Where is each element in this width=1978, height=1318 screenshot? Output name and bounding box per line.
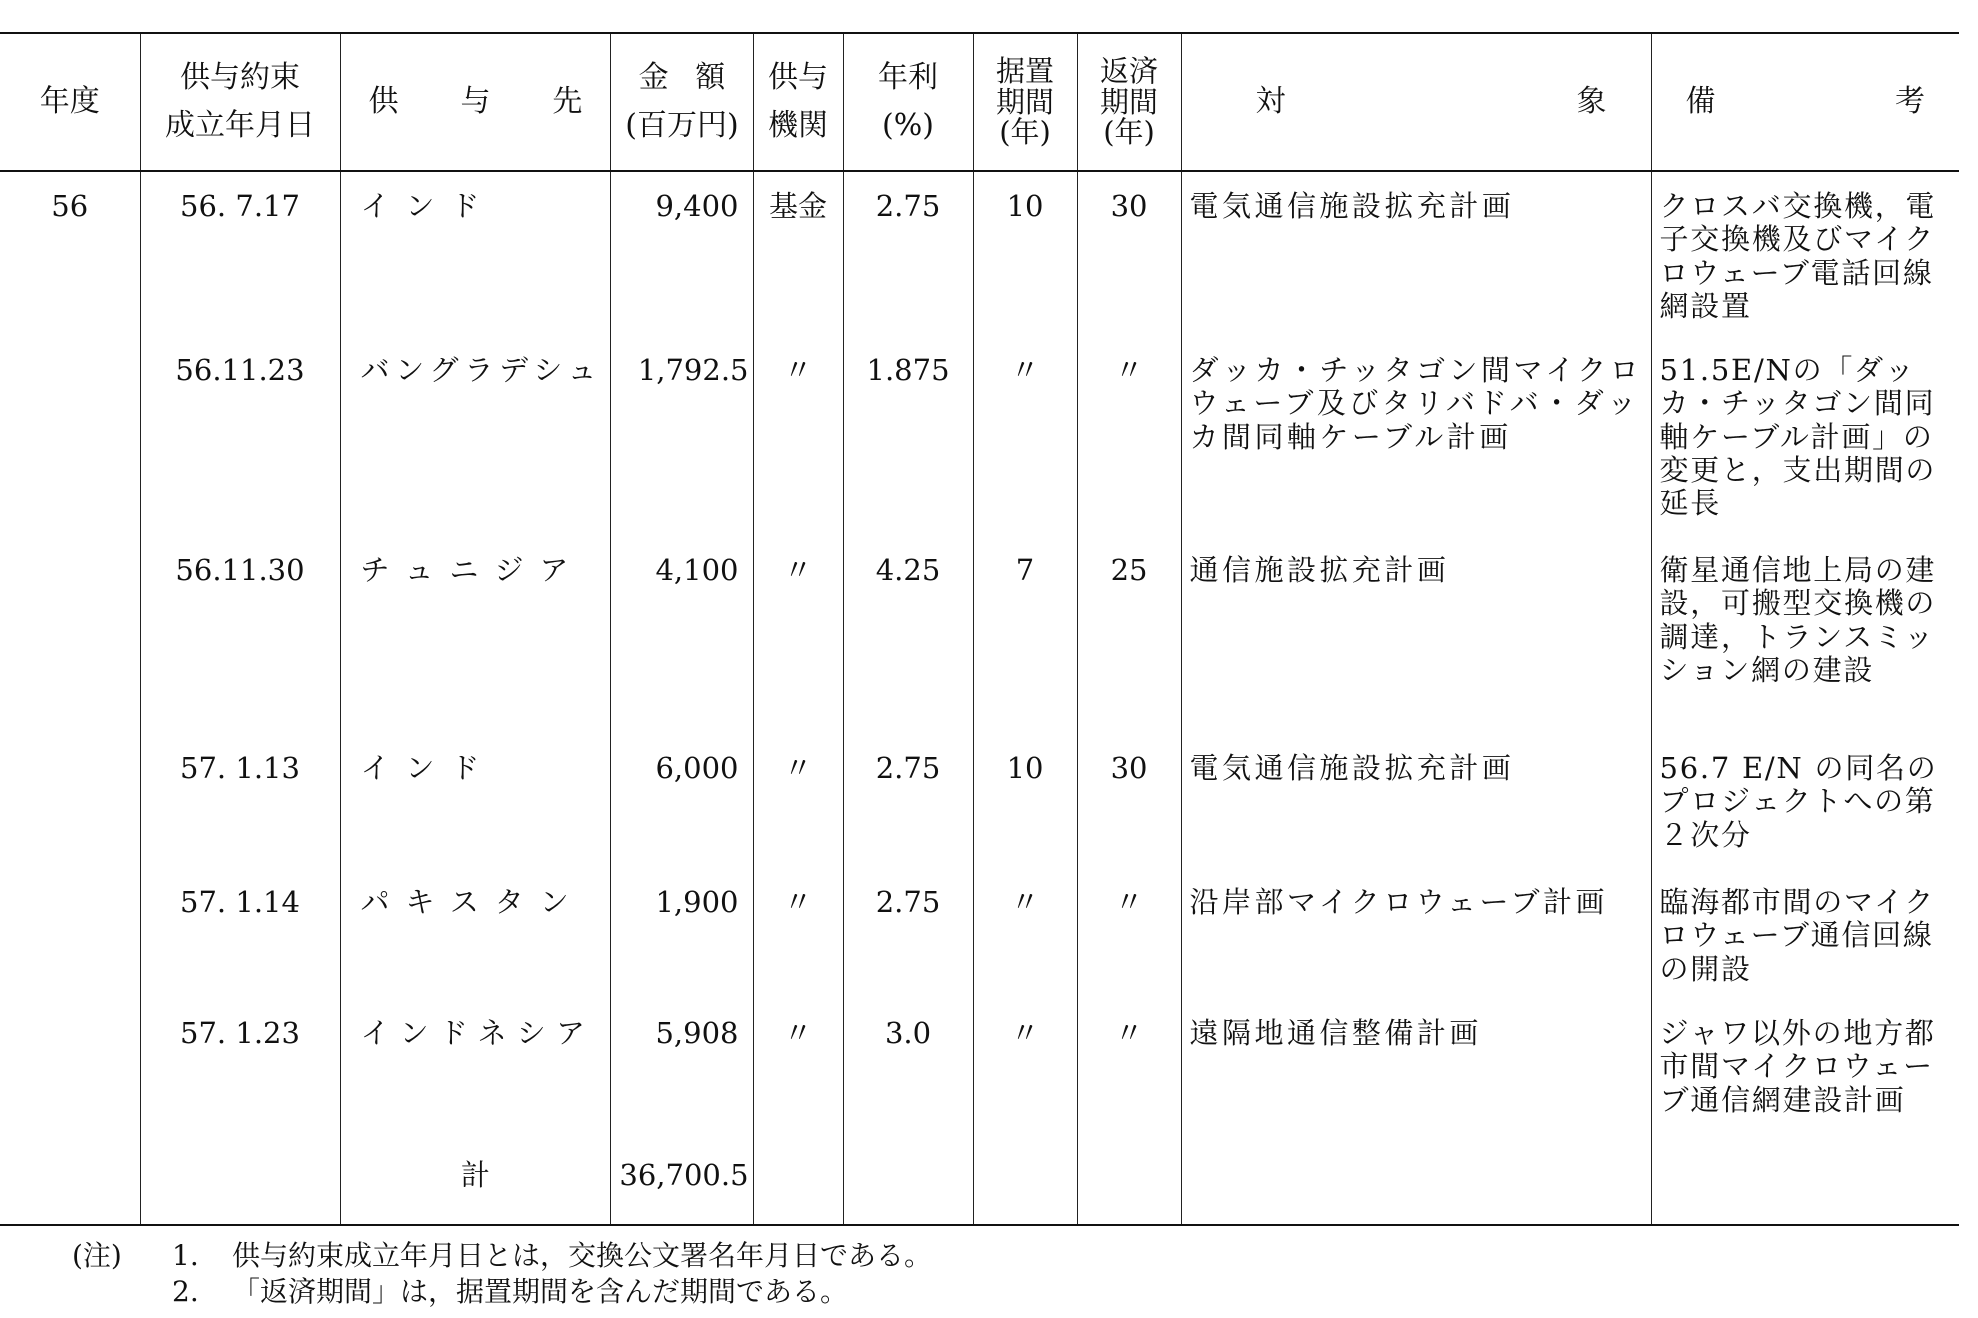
- cell-rate: 1.875: [843, 336, 973, 536]
- total-amount: 36,700.5: [611, 1127, 753, 1225]
- cell-remarks: 51.5E/Nの「ダッカ・チッタゴン間同軸ケーブル計画」の変更と，支出期間の延長: [1651, 336, 1959, 536]
- cell-year: [0, 999, 140, 1127]
- cell-date: 56.11.23: [140, 336, 340, 536]
- cell-rate: 2.75: [843, 171, 973, 336]
- cell-target: 遠隔地通信整備計画: [1181, 999, 1651, 1127]
- table-row: [0, 734, 1959, 868]
- footnote-2: 2. 「返済期間」は，据置期間を含んだ期間である。: [172, 1275, 849, 1308]
- table-body: [0, 171, 1959, 1225]
- table-row: [0, 999, 1959, 1127]
- cell-destination: インド: [340, 171, 611, 336]
- cell-agency: 〃: [753, 336, 843, 536]
- note-mark: (注): [72, 1239, 122, 1272]
- cell-target: 沿岸部マイクロウェーブ計画: [1181, 868, 1651, 999]
- cell-year: [0, 536, 140, 734]
- cell-amount: 9,400: [611, 171, 753, 336]
- footnotes: [72, 1238, 932, 1310]
- cell-date: 57. 1.23: [140, 999, 340, 1127]
- cell-remarks: 臨海都市間のマイクロウェーブ通信回線の開設: [1651, 868, 1959, 999]
- header-date: 供与約束 成立年月日: [140, 33, 340, 171]
- cell-repay: 〃: [1077, 868, 1181, 999]
- cell-remarks: ジャワ以外の地方都市間マイクロウェーブ通信網建設計画: [1651, 999, 1959, 1127]
- cell-year: [0, 336, 140, 536]
- cell-target: ダッカ・チッタゴン間マイクロウェーブ及びタリバドバ・ダッカ間同軸ケーブル計画: [1181, 336, 1651, 536]
- cell-amount: 1,792.5: [611, 336, 753, 536]
- header-year: 年度: [39, 84, 100, 119]
- cell-year: [0, 868, 140, 999]
- cell-destination: バングラデシュ: [340, 336, 611, 536]
- table-row: [0, 171, 1959, 336]
- loan-table: [0, 32, 1959, 1226]
- cell-destination: インド: [340, 734, 611, 868]
- cell-destination: パキスタン: [340, 868, 611, 999]
- header-agency: 供与 機関: [753, 33, 843, 171]
- table-row-total: [0, 1127, 1959, 1225]
- cell-repay: 30: [1077, 171, 1181, 336]
- cell-year: 56: [51, 189, 89, 223]
- table-row: [0, 868, 1959, 999]
- header-grace-period: 据置 期間 (年): [973, 33, 1077, 171]
- table-header: [0, 33, 1959, 171]
- cell-grace: 〃: [973, 999, 1077, 1127]
- cell-repay: 〃: [1077, 999, 1181, 1127]
- cell-grace: 7: [973, 536, 1077, 734]
- cell-date: 57. 1.14: [140, 868, 340, 999]
- cell-rate: 4.25: [843, 536, 973, 734]
- cell-grace: 〃: [973, 336, 1077, 536]
- cell-agency: 〃: [753, 734, 843, 868]
- cell-target: 電気通信施設拡充計画: [1181, 171, 1651, 336]
- footnote-1: (注) 1. 供与約束成立年月日とは，交換公文署名年月日である。: [72, 1239, 933, 1272]
- table-row: [0, 536, 1959, 734]
- cell-agency: 〃: [753, 868, 843, 999]
- cell-date: 56.11.30: [140, 536, 340, 734]
- cell-amount: 4,100: [611, 536, 753, 734]
- cell-rate: 2.75: [843, 868, 973, 999]
- cell-remarks: 56.7 E/N の同名のプロジェクトへの第２次分: [1651, 734, 1959, 868]
- table-row: [0, 336, 1959, 536]
- header-remarks: 備 考: [1651, 33, 1959, 171]
- cell-repay: 〃: [1077, 336, 1181, 536]
- cell-agency: 〃: [753, 999, 843, 1127]
- cell-amount: 6,000: [611, 734, 753, 868]
- cell-remarks: 衛星通信地上局の建設，可搬型交換機の調達，トランスミッション網の建設: [1651, 536, 1959, 734]
- cell-date: 56. 7.17: [140, 171, 340, 336]
- cell-amount: 1,900: [611, 868, 753, 999]
- cell-target: 電気通信施設拡充計画: [1181, 734, 1651, 868]
- cell-year: [0, 734, 140, 868]
- header-destination: 供 与 先: [340, 33, 611, 171]
- cell-agency: 基金: [753, 171, 843, 336]
- header-amount: 金 額 (百万円): [611, 33, 753, 171]
- cell-grace: 10: [973, 734, 1077, 868]
- header-target: 対 象: [1181, 33, 1651, 171]
- cell-amount: 5,908: [611, 999, 753, 1127]
- cell-destination: インドネシア: [340, 999, 611, 1127]
- header-repayment-period: 返済 期間 (年): [1077, 33, 1181, 171]
- cell-repay: 30: [1077, 734, 1181, 868]
- cell-destination: チュニジア: [340, 536, 611, 734]
- header-rate: 年利 (%): [843, 33, 973, 171]
- cell-grace: 10: [973, 171, 1077, 336]
- cell-date: 57. 1.13: [140, 734, 340, 868]
- cell-rate: 3.0: [843, 999, 973, 1127]
- cell-rate: 2.75: [843, 734, 973, 868]
- cell-agency: 〃: [753, 536, 843, 734]
- cell-target: 通信施設拡充計画: [1181, 536, 1651, 734]
- cell-grace: 〃: [973, 868, 1077, 999]
- cell-repay: 25: [1077, 536, 1181, 734]
- cell-remarks: クロスバ交換機，電子交換機及びマイクロウェーブ電話回線網設置: [1651, 171, 1959, 336]
- total-label: 計: [340, 1127, 611, 1225]
